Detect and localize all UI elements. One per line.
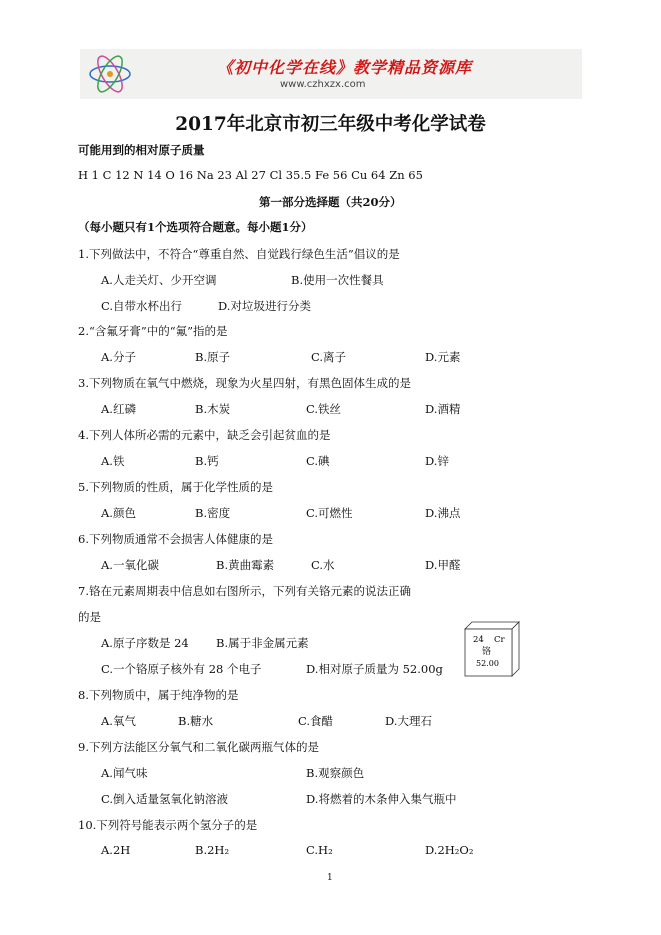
q9-option-a: A.闻气味 <box>101 766 148 780</box>
q8-option-c: C.食醋 <box>298 714 334 728</box>
q7-option-a: A.原子序数是 24 <box>101 636 189 650</box>
q5-option-a: A.颜色 <box>101 506 136 520</box>
question-2: 2.“含氟牙膏”中的“氟”指的是 <box>78 324 228 338</box>
q9-option-b: B.观察颜色 <box>306 766 365 780</box>
header-banner <box>80 49 582 99</box>
element-number: 24 <box>473 635 484 645</box>
q3-option-d: D.酒精 <box>425 402 461 416</box>
q1-option-d: D.对垃圾进行分类 <box>218 299 311 313</box>
q1-option-b: B.使用一次性餐具 <box>291 273 384 287</box>
q5-option-b: B.密度 <box>195 506 231 520</box>
exam-title: 2017年北京市初三年级中考化学试卷 <box>175 114 486 135</box>
q7-option-b: B.属于非金属元素 <box>216 636 309 650</box>
element-mass: 52.00 <box>476 659 499 668</box>
q10-option-c: C.H₂ <box>306 843 333 857</box>
q4-option-d: D.锌 <box>425 454 449 468</box>
q4-option-b: B.钙 <box>195 454 219 468</box>
section-title: 第一部分选择题（共20分） <box>259 195 402 209</box>
q1-option-c: C.自带水杯出行 <box>101 299 183 313</box>
q8-option-b: B.糖水 <box>178 714 214 728</box>
q1-option-a: A.人走关灯、少开空调 <box>101 273 217 287</box>
q6-option-d: D.甲醛 <box>425 558 461 572</box>
q9-option-c: C.倒入适量氢氧化钠溶液 <box>101 792 229 806</box>
element-name: 铬 <box>482 647 492 657</box>
q7-option-c: C.一个铬原子核外有 28 个电子 <box>101 662 262 676</box>
q4-option-c: C.碘 <box>306 454 330 468</box>
q6-option-c: C.水 <box>311 558 335 572</box>
q2-option-d: D.元素 <box>425 350 461 364</box>
question-10: 10.下列符号能表示两个氢分子的是 <box>78 818 258 832</box>
q10-option-b: B.2H₂ <box>195 843 230 857</box>
q7-option-d: D.相对原子质量为 52.00g <box>306 662 443 676</box>
banner-url: www.czhxzx.com <box>280 79 366 90</box>
q2-option-c: C.离子 <box>311 350 347 364</box>
q3-option-b: B.木炭 <box>195 402 231 416</box>
q3-option-a: A.红磷 <box>101 402 136 416</box>
question-3: 3.下列物质在氧气中燃烧，现象为火星四射，有黑色固体生成的是 <box>78 376 411 390</box>
question-7: 7.铬在元素周期表中信息如右图所示，下列有关铬元素的说法正确 <box>78 584 411 598</box>
question-1: 1.下列做法中，不符合“尊重自然、自觉践行绿色生活”倡议的是 <box>78 247 400 261</box>
question-5: 5.下列物质的性质，属于化学性质的是 <box>78 480 273 494</box>
atom-logo-icon <box>86 53 134 95</box>
question-4: 4.下列人体所必需的元素中，缺乏会引起贫血的是 <box>78 428 331 442</box>
q5-option-c: C.可燃性 <box>306 506 353 520</box>
banner-title: 《初中化学在线》教学精品资源库 <box>217 58 473 77</box>
q10-option-d: D.2H₂O₂ <box>425 843 474 857</box>
question-9: 9.下列方法能区分氧气和二氧化碳两瓶气体的是 <box>78 740 319 754</box>
atomic-mass-heading: 可能用到的相对原子质量 <box>78 143 205 157</box>
q6-option-b: B.黄曲霉素 <box>216 558 275 572</box>
element-symbol: Cr <box>494 635 505 645</box>
question-7-continued: 的是 <box>78 610 101 624</box>
chromium-element-card <box>462 621 520 677</box>
q2-option-b: B.原子 <box>195 350 231 364</box>
q8-option-d: D.大理石 <box>385 714 432 728</box>
q2-option-a: A.分子 <box>101 350 136 364</box>
q8-option-a: A.氧气 <box>101 714 136 728</box>
atomic-mass-list: H 1 C 12 N 14 O 16 Na 23 Al 27 Cl 35.5 Fe 56 Cu 64 Zn 65 <box>78 168 423 182</box>
q5-option-d: D.沸点 <box>425 506 461 520</box>
question-6: 6.下列物质通常不会损害人体健康的是 <box>78 532 273 546</box>
q10-option-a: A.2H <box>101 843 131 857</box>
page-number: 1 <box>327 873 333 883</box>
instructions: （每小题只有1个选项符合题意。每小题1分） <box>78 220 313 234</box>
question-8: 8.下列物质中，属于纯净物的是 <box>78 688 239 702</box>
q6-option-a: A.一氧化碳 <box>101 558 159 572</box>
q4-option-a: A.铁 <box>101 454 125 468</box>
q3-option-c: C.铁丝 <box>306 402 342 416</box>
q9-option-d: D.将燃着的木条伸入集气瓶中 <box>306 792 457 806</box>
